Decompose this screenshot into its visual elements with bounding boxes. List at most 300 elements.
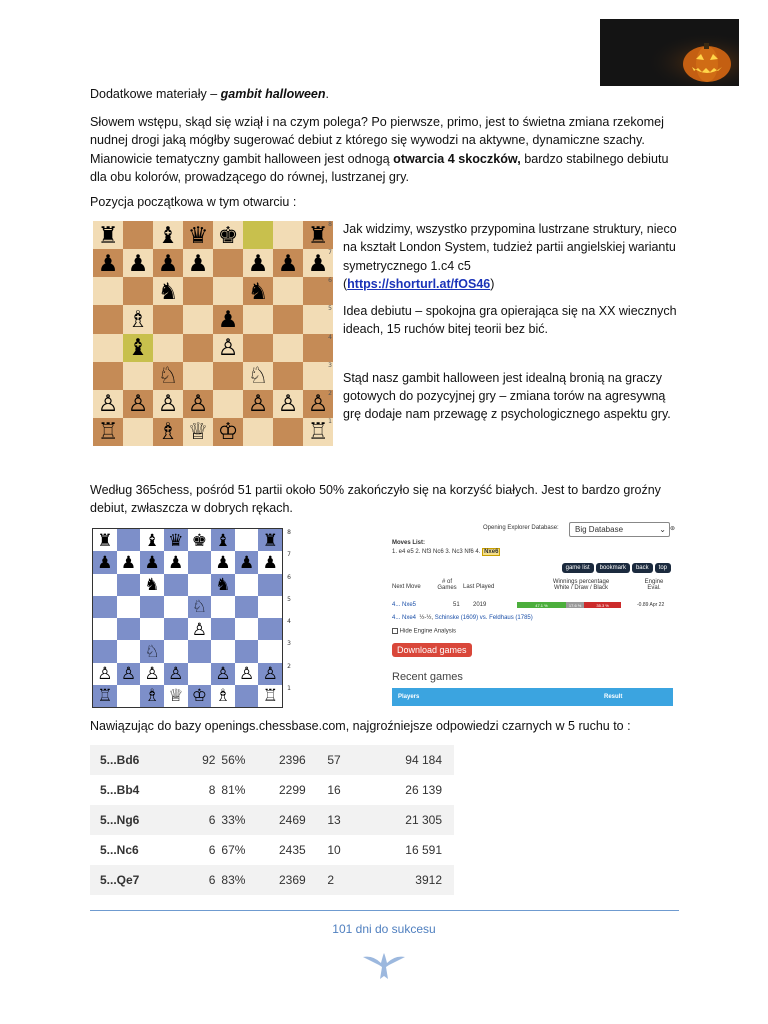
- chess-piece: ♕: [187, 418, 209, 445]
- moves-list: 1. e4 e5 2. Nf3 Nc6 3. Nc3 Nf6 4. Nxe6: [392, 549, 499, 555]
- shorturl-link[interactable]: https://shorturl.at/fOS46: [347, 276, 491, 291]
- board-square: [188, 574, 212, 596]
- last-cell: 26 139: [405, 783, 442, 797]
- chess-piece: ♖: [307, 418, 329, 445]
- board-square: [243, 249, 273, 277]
- board-square: [164, 596, 188, 618]
- board-square: [213, 277, 243, 305]
- board-square: [243, 305, 273, 333]
- top-button[interactable]: top: [655, 563, 671, 573]
- board-square: [211, 640, 235, 662]
- database-select[interactable]: Big Database ⌄: [569, 522, 670, 537]
- board-square: [153, 277, 183, 305]
- chessbase-heading: Nawiązując do bazy openings.chessbase.com, najgroźniejsze odpowiedzi czarnych w 5 ruchu to :: [90, 719, 631, 733]
- board-description: [343, 220, 683, 424]
- chess-piece: ♙: [120, 664, 137, 684]
- section-title: [90, 85, 690, 103]
- move-cell: 5...Qe7: [90, 865, 177, 895]
- winning-bar: [517, 601, 621, 608]
- chess-piece: ♟: [97, 249, 119, 276]
- board-square: [93, 305, 123, 333]
- rank-label: 5: [328, 305, 332, 313]
- board-square: [211, 663, 235, 685]
- board-square: [243, 362, 273, 390]
- board-square: [153, 418, 183, 446]
- move-cell: 5...Bd6: [90, 745, 177, 775]
- chess-piece: ♙: [215, 664, 231, 684]
- board-square: [258, 573, 291, 596]
- chess-piece: ♙: [127, 390, 149, 417]
- chess-piece: ♟: [97, 552, 113, 572]
- board-square: [213, 305, 243, 333]
- chess-piece: ♙: [97, 390, 119, 417]
- last-cell: 21 305: [384, 805, 454, 835]
- board-square: [164, 685, 188, 707]
- board-square: [303, 221, 333, 249]
- board-square: [303, 362, 333, 390]
- header-image: [600, 19, 739, 86]
- year-cell: 57: [327, 745, 384, 775]
- table-row[interactable]: [90, 835, 454, 865]
- chess-piece: ♜: [307, 221, 329, 248]
- board-square: [213, 221, 243, 249]
- board-square: [93, 551, 117, 573]
- explorer-buttons: [560, 563, 671, 573]
- position-heading: Pozycja początkowa w tym otwarciu :: [90, 195, 297, 209]
- board-square: [123, 249, 153, 277]
- board-square: [164, 574, 188, 596]
- chess-piece: ♜: [97, 221, 119, 248]
- board-square: [235, 663, 259, 685]
- board-square: [183, 249, 213, 277]
- board-square: [183, 305, 213, 333]
- board-square: [258, 640, 291, 662]
- chess-piece: ♝: [215, 530, 231, 550]
- year-cell: 10: [327, 843, 341, 857]
- rank-label: 8: [328, 221, 332, 228]
- board-square: [273, 390, 303, 418]
- board-square: [123, 418, 153, 446]
- board-square: [211, 529, 235, 551]
- chess-piece: ♟: [247, 249, 269, 276]
- board-square: [164, 640, 188, 662]
- chess-piece: ♙: [157, 390, 179, 417]
- board-square: [140, 574, 164, 596]
- chess-piece: ♗: [127, 305, 149, 332]
- chess-piece: ♟: [217, 305, 239, 332]
- year-cell: 13: [327, 805, 384, 835]
- chess-piece: ♛: [187, 221, 209, 248]
- board-square: [211, 574, 235, 596]
- board-square: [183, 221, 213, 249]
- rank-label: 3: [287, 640, 291, 648]
- hide-engine-option[interactable]: Hide Engine Analysis: [392, 628, 456, 635]
- board-square: [235, 529, 259, 551]
- year-cell: 2: [327, 865, 384, 895]
- rank-label: 4: [287, 618, 291, 625]
- board-square: [303, 390, 333, 418]
- bird-logo-icon: [361, 951, 407, 986]
- chess-piece: ♟: [168, 552, 184, 572]
- games-cell: 6: [177, 865, 215, 895]
- chess-board-start-position: [93, 221, 333, 446]
- board-square: [258, 551, 291, 573]
- rank-label: 2: [287, 662, 291, 670]
- board-square: [117, 529, 141, 551]
- chessbase-moves-table: [90, 745, 454, 895]
- board-square: [93, 221, 123, 249]
- board-square: [117, 663, 141, 685]
- board-square: [93, 618, 117, 640]
- board-square: [140, 663, 164, 685]
- move-cell: 5...Ng6: [90, 805, 177, 835]
- row-players-link[interactable]: Schinske (1609) vs. Feldhaus (1785): [434, 615, 533, 621]
- intro-text: Słowem wstępu, skąd się wziął i na czym polega? Po pierwsze, primo, jest to świetna zmiana rzekomej nudnej drogi jaką mógłby sugerować debiut z którego się wywodzi na aktywne, dynamiczne szachy. Mianowicie tematyczny gambit halloween jest odnogą: [90, 115, 664, 166]
- board-square: [140, 640, 164, 662]
- board-square: [93, 640, 117, 662]
- board-square: [273, 249, 303, 277]
- board-square: [93, 418, 123, 446]
- percent-cell: 83%: [215, 865, 279, 895]
- intro-bold: otwarcia 4 skoczków,: [393, 151, 521, 166]
- board-square: [117, 596, 141, 618]
- board-square: [303, 277, 333, 305]
- games-cell: 8: [208, 783, 216, 797]
- board-square: [153, 362, 183, 390]
- board-square: [211, 596, 235, 618]
- board-square: [303, 305, 333, 333]
- chess-piece: ♘: [247, 362, 269, 389]
- board-square: [117, 574, 141, 596]
- col-last-played: Last Played: [463, 584, 495, 590]
- board-square: [183, 277, 213, 305]
- board-square: [211, 685, 235, 707]
- chess-piece: ♞: [247, 277, 269, 304]
- rank-label: 2: [328, 389, 332, 397]
- board-square: [188, 663, 212, 685]
- chess-piece: ♟: [262, 552, 278, 572]
- chess-piece: ♝: [144, 530, 160, 550]
- chess-piece: ♔: [191, 686, 207, 706]
- elo-cell: 2396: [279, 745, 327, 775]
- chess-piece: ♙: [144, 664, 160, 684]
- board-square: [303, 418, 333, 446]
- percent-cell: 33%: [215, 805, 279, 835]
- idea-text: Idea debiutu – spokojna gra opierająca się na XX wiecznych ideach, 15 ruchów bitej teorii bez bić.: [343, 304, 677, 337]
- chess-piece: ♟: [277, 249, 299, 276]
- rank-label: 1: [328, 417, 332, 425]
- board-square: [164, 618, 188, 640]
- year-cell: 16: [327, 783, 341, 797]
- board-square: [235, 618, 259, 640]
- chess-piece: ♚: [191, 530, 207, 550]
- row-move-nxe5[interactable]: 4... Nxe5: [392, 602, 417, 608]
- board-square: [93, 277, 123, 305]
- board-square: [183, 418, 213, 446]
- current-move[interactable]: Nxe6: [484, 549, 499, 555]
- board-square: [258, 595, 291, 618]
- chess-piece: ♙: [191, 619, 207, 639]
- chess-piece: ♙: [307, 390, 329, 417]
- rank-label: 7: [287, 551, 291, 559]
- games-cell: 6: [177, 805, 215, 835]
- board-square: [93, 249, 123, 277]
- chess-piece: ♗: [144, 686, 160, 706]
- board-square: [140, 618, 164, 640]
- elo-cell: 2435: [278, 843, 306, 857]
- board-square: [258, 529, 291, 551]
- chess-piece: ♙: [238, 664, 255, 684]
- board-square: [183, 334, 213, 362]
- board-square: [140, 529, 164, 551]
- col-eval: Engine Eval.: [644, 579, 664, 591]
- rank-label: 4: [328, 333, 332, 341]
- game-list-button[interactable]: game list: [562, 563, 594, 573]
- board-square: [164, 529, 188, 551]
- row-move-nxe4[interactable]: 4... Nxe4: [392, 615, 417, 621]
- elo-cell: 2469: [279, 805, 327, 835]
- rank-label: 5: [287, 595, 291, 603]
- board-square: [117, 640, 141, 662]
- board-square: [213, 418, 243, 446]
- board-square: [117, 618, 141, 640]
- chess-piece: ♟: [157, 249, 179, 276]
- board-square: [183, 362, 213, 390]
- board-square: [258, 662, 291, 685]
- col-games: # of Games: [437, 579, 457, 591]
- board-square: [188, 640, 212, 662]
- elo-cell: 2299: [278, 783, 306, 797]
- board-square: [123, 334, 153, 362]
- board-square: [123, 277, 153, 305]
- chess-piece: ♘: [157, 362, 179, 389]
- chess-piece: ♝: [127, 334, 149, 361]
- board-square: [140, 551, 164, 573]
- chess-piece: ♘: [191, 597, 207, 617]
- board-square: [153, 221, 183, 249]
- board-square: [93, 334, 123, 362]
- chess-piece: ♙: [97, 664, 113, 684]
- board-square: [93, 529, 117, 551]
- board-square: [273, 305, 303, 333]
- moves-list-label: Moves List:: [392, 540, 426, 546]
- chess-piece: ♜: [262, 530, 278, 550]
- table-row[interactable]: [90, 805, 454, 835]
- draw-bar: 17.6 %: [566, 602, 584, 608]
- board-square: [188, 529, 212, 551]
- chess-piece: ♙: [277, 390, 299, 417]
- board-square: [140, 596, 164, 618]
- chess-piece: ♜: [97, 530, 113, 550]
- board-square: [243, 390, 273, 418]
- table-row[interactable]: [90, 865, 454, 895]
- board-square: [93, 574, 117, 596]
- chess-piece: ♖: [97, 418, 119, 445]
- board-square: [273, 334, 303, 362]
- elo-cell: 2369: [279, 865, 327, 895]
- chess-piece: ♗: [157, 418, 179, 445]
- rank-label: 1: [287, 684, 291, 692]
- percent-cell: 56%: [215, 745, 279, 775]
- board-square: [117, 551, 141, 573]
- chess-piece: ♚: [217, 221, 239, 248]
- rank-label: 8: [287, 529, 291, 536]
- last-cell: 16 591: [405, 843, 442, 857]
- col-winning: Winnings percentage White / Draw / Black: [552, 579, 610, 591]
- recent-games-table-header: Players Result: [392, 688, 673, 706]
- col-next-move: Next Move: [392, 584, 421, 590]
- move-cell: 5...Bb4: [100, 783, 140, 797]
- intro-paragraph: [90, 113, 680, 186]
- white-win-bar: 47.1 %: [517, 602, 566, 608]
- chess-piece: ♙: [187, 390, 209, 417]
- board-square: [213, 334, 243, 362]
- board-square: [93, 390, 123, 418]
- chess-piece: ♞: [144, 575, 160, 595]
- chess-piece: ♝: [157, 221, 179, 248]
- jack-o-lantern-icon: [600, 19, 739, 86]
- chess-piece: ♟: [307, 249, 329, 276]
- footer-divider: [90, 910, 679, 911]
- percent-cell: 81%: [221, 783, 246, 797]
- chess-piece: ♟: [238, 552, 255, 572]
- board-square: [235, 685, 259, 707]
- board-square: [273, 277, 303, 305]
- row-2: 4... Nxe4 ½-½, Schinske (1609) vs. Feldhaus (1785): [392, 615, 533, 621]
- chess-piece: ♙: [247, 390, 269, 417]
- games-cell: 6: [208, 843, 216, 857]
- board-square: [123, 221, 153, 249]
- rank-label: 3: [328, 361, 332, 369]
- board-square: [93, 685, 117, 707]
- board-square: [211, 618, 235, 640]
- board-square: [273, 221, 303, 249]
- table-row[interactable]: [90, 745, 454, 775]
- opening-explorer-panel: [391, 522, 681, 708]
- chess-board-nxe5: [92, 528, 291, 708]
- db-label: Opening Explorer Database:: [483, 525, 559, 531]
- board-square: [164, 551, 188, 573]
- footer-text: 101 dni do sukcesu: [332, 922, 436, 936]
- board-square: [153, 334, 183, 362]
- board-square: [93, 663, 117, 685]
- board-square: [213, 390, 243, 418]
- board-square: [243, 418, 273, 446]
- chess-piece: ♞: [157, 277, 179, 304]
- table-row[interactable]: [90, 775, 454, 805]
- black-win-bar: 35.3 %: [584, 602, 621, 608]
- board-square: [273, 418, 303, 446]
- board-square: [243, 221, 273, 249]
- board-square: [153, 390, 183, 418]
- board-square: [123, 390, 153, 418]
- last-cell: 94 184: [384, 745, 454, 775]
- chess-piece: ♖: [97, 686, 113, 706]
- stats-paragraph: Według 365chess, pośród 51 partii około 50% zakończyło się na korzyść białych. Jest to bardzo groźny debiut, zwłaszcza w dobrych rękach.: [90, 483, 661, 516]
- board-square: [243, 334, 273, 362]
- board-square: [93, 362, 123, 390]
- board-square: [213, 249, 243, 277]
- title-italic: gambit halloween: [220, 87, 326, 101]
- mirror-structure-text: Jak widzimy, wszystko przypomina lustrzane struktury, nieco na kształt London System, tudzież partii angielskiej wariantu symetrycznego 1.c4 c5 (https://shorturl.at/fOS46): [343, 222, 677, 291]
- board-square: [235, 596, 259, 618]
- chess-piece: ♖: [262, 686, 278, 706]
- board-square: [303, 334, 333, 362]
- chess-piece: ♟: [187, 249, 209, 276]
- chess-piece: ♙: [217, 334, 239, 361]
- board-square: [123, 362, 153, 390]
- move-cell: 5...Nc6: [100, 843, 139, 857]
- rank-label: 6: [287, 573, 291, 581]
- chess-piece: ♕: [168, 686, 184, 706]
- recent-games-heading: Recent games: [392, 671, 463, 683]
- chess-piece: ♞: [215, 575, 231, 595]
- chess-piece: ♟: [127, 249, 149, 276]
- chess-piece: ♙: [262, 664, 278, 684]
- bookmark-button[interactable]: bookmark: [596, 563, 630, 573]
- row-games: 51: [453, 602, 460, 608]
- board-square: [258, 618, 291, 640]
- checkbox[interactable]: [392, 628, 398, 634]
- chess-piece: ♘: [144, 641, 160, 661]
- games-cell: 92: [177, 745, 215, 775]
- board-square: [164, 663, 188, 685]
- board-square: [153, 305, 183, 333]
- board-square: [153, 249, 183, 277]
- chevron-down-icon: ⌄: [659, 525, 666, 534]
- board-square: [258, 684, 291, 707]
- board-square: [235, 551, 259, 573]
- board-square: [211, 551, 235, 573]
- board-square: [188, 618, 212, 640]
- help-icon[interactable]: ⊛: [670, 526, 676, 532]
- board-square: [188, 685, 212, 707]
- chess-piece: ♟: [120, 552, 137, 572]
- row-eval: -0.89 Apr 22: [637, 602, 665, 608]
- board-square: [188, 551, 212, 573]
- board-square: [243, 277, 273, 305]
- chess-piece: ♟: [215, 552, 231, 572]
- chess-piece: ♔: [217, 418, 239, 445]
- rank-label: 7: [328, 249, 332, 257]
- percent-cell: 67%: [221, 843, 246, 857]
- board-square: [188, 596, 212, 618]
- back-button[interactable]: back: [632, 563, 653, 573]
- board-square: [303, 249, 333, 277]
- board-square: [123, 305, 153, 333]
- download-games-button[interactable]: Download games: [392, 643, 472, 657]
- chess-piece: ♙: [168, 664, 184, 684]
- title-prefix: Dodatkowe materiały –: [90, 87, 221, 101]
- board-square: [273, 362, 303, 390]
- board-square: [140, 685, 164, 707]
- intro-end: bardzo stabilnego debiutu dla obu kolorów, prowadzącego do równej, lustrzanej gry.: [90, 151, 669, 184]
- rank-label: 6: [328, 277, 332, 285]
- board-square: [183, 390, 213, 418]
- board-square: [213, 362, 243, 390]
- chess-piece: ♛: [168, 530, 184, 550]
- title-suffix: .: [325, 87, 329, 101]
- weapon-text: Stąd nasz gambit halloween jest idealną bronią na graczy gotowych do pozycyjnej gry – zmiana torów na agresywną grę dodaje nam przewagę z psychologicznego aspektu gry.: [343, 370, 671, 422]
- board-square: [235, 640, 259, 662]
- board-square: [93, 596, 117, 618]
- row-last: 2019: [473, 602, 487, 608]
- chess-piece: ♟: [144, 552, 160, 572]
- last-cell: 3912: [384, 865, 454, 895]
- board-square: [117, 685, 141, 707]
- chess-piece: ♗: [215, 686, 231, 706]
- board-square: [235, 574, 259, 596]
